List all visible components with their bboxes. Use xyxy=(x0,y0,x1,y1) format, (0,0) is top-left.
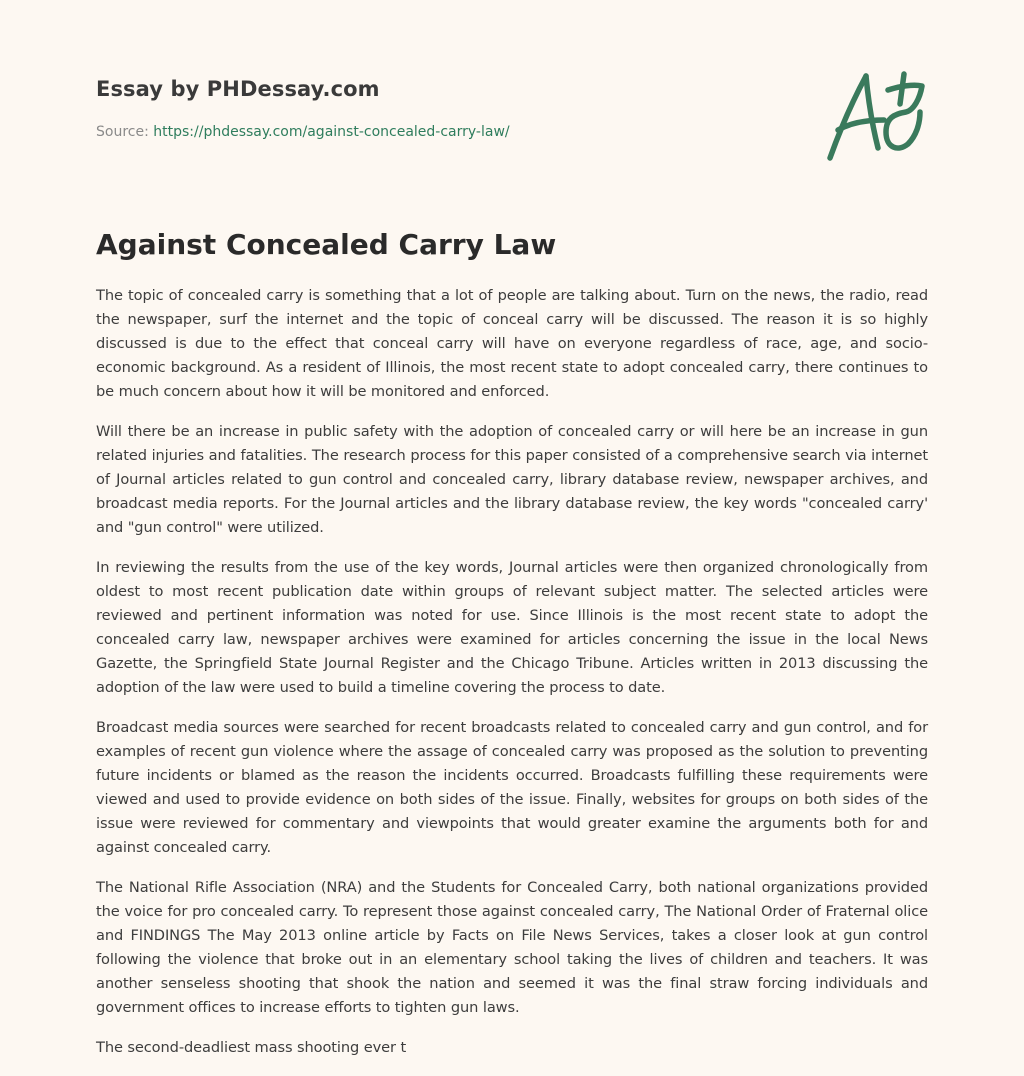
paragraph-3: In reviewing the results from the use of the key words, Journal articles were then organized chronologically from oldest to most recent publication date within groups of relevant subject matter. The selected articles were reviewed and pertinent information was noted for use. Since Illinois is the most recent state to adopt the concealed carry law, newspaper archives were examined for articles concerning the issue in the local News Gazette, the Springfield State Journal Register and the Chicago Tribune. Articles written in 2013 discussing the adoption of the law were used to build a timeline covering the process to date. xyxy=(96,559,928,696)
source-link[interactable]: https://phdessay.com/against-concealed-carry-law/ xyxy=(153,124,510,140)
essay-body xyxy=(96,284,928,1076)
a-plus-grade-icon xyxy=(822,68,926,164)
paragraph-6: The second-deadliest mass shooting ever t xyxy=(96,1039,407,1056)
essay-header xyxy=(96,74,936,140)
essay-title: Against Concealed Carry Law xyxy=(96,228,557,261)
source-label: Source: xyxy=(96,124,149,140)
paragraph-1: The topic of concealed carry is something that a lot of people are talking about. Turn on the news, the radio, read the newspaper, surf the internet and the topic of conceal carry will be discussed. The reason it is so highly discussed is due to the effect that conceal carry will have on everyone regardless of race, age, and socio-economic background. As a resident of Illinois, the most recent state to adopt concealed carry, there continues to be much concern about how it will be monitored and enforced. xyxy=(96,287,928,400)
site-brand: Essay by PHDessay.com xyxy=(96,77,380,101)
paragraph-2: Will there be an increase in public safety with the adoption of concealed carry or will here be an increase in gun related injuries and fatalities. The research process for this paper consisted of a comprehensive search via internet of Journal articles related to gun control and concealed carry, library database review, newspaper archives, and broadcast media reports. For the Journal articles and the library database review, the key words "concealed carry' and "gun control" were utilized. xyxy=(96,423,928,536)
paragraph-4: Broadcast media sources were searched for recent broadcasts related to concealed carry and gun control, and for examples of recent gun violence where the assage of concealed carry was proposed as the solution to preventing future incidents or blamed as the reason the incidents occurred. Broadcasts fulfilling these requirements were viewed and used to provide evidence on both sides of the issue. Finally, websites for groups on both sides of the issue were reviewed for commentary and viewpoints that would greater examine the arguments both for and against concealed carry. xyxy=(96,719,928,856)
source-line xyxy=(96,124,510,140)
paragraph-5: The National Rifle Association (NRA) and the Students for Concealed Carry, both national organizations provided the voice for pro concealed carry. To represent those against concealed carry, The National Order of Fraternal olice and FINDINGS The May 2013 online article by Facts on File News Services, takes a closer look at gun control following the violence that broke out in an elementary school taking the lives of children and teachers. It was another senseless shooting that shook the nation and seemed it was the final straw forcing individuals and government offices to increase efforts to tighten gun laws. xyxy=(96,879,928,1016)
